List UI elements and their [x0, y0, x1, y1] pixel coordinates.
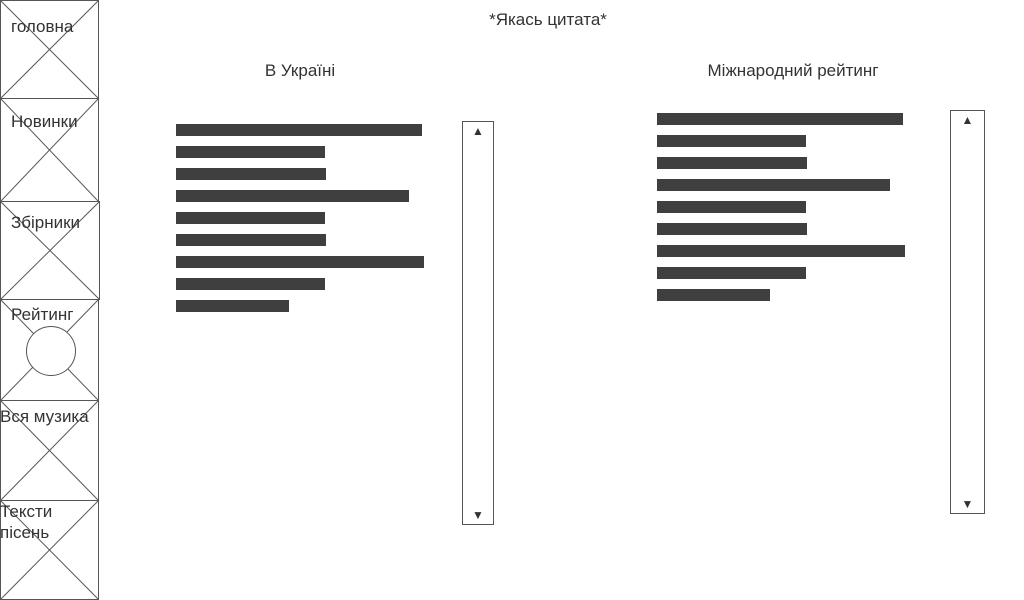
sidebar-item-collections[interactable]	[0, 201, 100, 300]
ukraine-scrollbar[interactable]	[462, 121, 494, 525]
international-list-item[interactable]	[657, 157, 807, 169]
sidebar-item-label: Збірники	[11, 213, 81, 232]
international-list-item[interactable]	[657, 113, 903, 125]
ukraine-list-item[interactable]	[176, 234, 326, 246]
ukraine-list-item[interactable]	[176, 168, 326, 180]
sidebar-item-label: Тексти пісень	[0, 502, 53, 542]
ukraine-list-item[interactable]	[176, 212, 325, 224]
international-list-item[interactable]	[657, 267, 806, 279]
international-list-item[interactable]	[657, 135, 806, 147]
sidebar-item-label: Вся музика	[0, 407, 89, 426]
scroll-down-icon[interactable]: ▼	[961, 497, 974, 511]
sidebar-item-label: Новинки	[11, 112, 78, 131]
scroll-down-icon[interactable]: ▼	[472, 508, 484, 522]
circle-icon	[26, 326, 76, 376]
ukraine-list-item[interactable]	[176, 146, 325, 158]
international-list-item[interactable]	[657, 179, 890, 191]
international-list-item[interactable]	[657, 223, 807, 235]
ukraine-list-item[interactable]	[176, 300, 289, 312]
international-list-item[interactable]	[657, 245, 905, 257]
scroll-up-icon[interactable]: ▲	[472, 124, 484, 138]
ukraine-list-item[interactable]	[176, 278, 325, 290]
international-chart-title: Міжнародний рейтинг	[707, 61, 879, 80]
sidebar-item-label: Рейтинг	[11, 305, 74, 324]
ukraine-list-item[interactable]	[176, 256, 424, 268]
international-scrollbar[interactable]	[950, 110, 985, 514]
ukraine-chart-title: В Україні	[264, 61, 336, 80]
international-list-item[interactable]	[657, 201, 806, 213]
sidebar-item-all-music[interactable]	[0, 400, 99, 501]
sidebar-item-label: головна	[11, 17, 74, 36]
ukraine-list-item[interactable]	[176, 124, 422, 136]
sidebar-item-new[interactable]	[0, 98, 99, 202]
ukraine-list-item[interactable]	[176, 190, 409, 202]
sidebar-item-rating[interactable]	[0, 299, 99, 401]
scroll-up-icon[interactable]: ▲	[961, 113, 974, 127]
international-list-item[interactable]	[657, 289, 770, 301]
sidebar-item-home[interactable]	[0, 0, 99, 99]
sidebar-item-lyrics[interactable]	[0, 500, 99, 600]
page-quote: *Якась цитата*	[489, 10, 607, 29]
